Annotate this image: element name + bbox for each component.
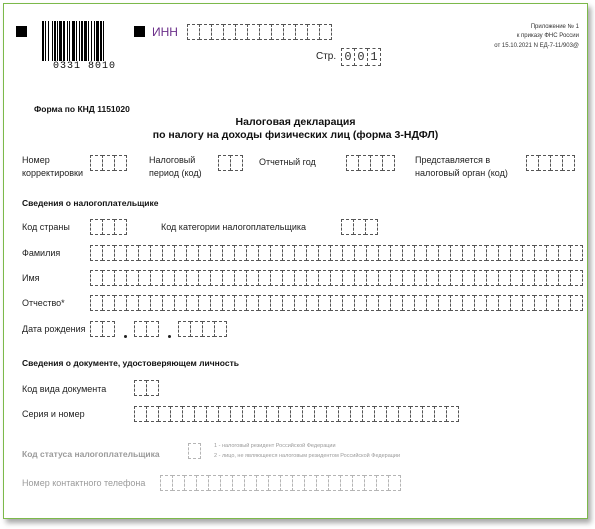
barcode-bar <box>54 21 56 61</box>
page-digit-cell <box>341 48 355 66</box>
barcode <box>42 21 127 73</box>
inn-label: ИНН <box>152 25 178 39</box>
date-separator <box>168 335 171 338</box>
page-digit-cell <box>367 48 381 66</box>
barcode-bar <box>63 21 65 61</box>
barcode-bar <box>81 21 83 61</box>
barcode-bars <box>42 21 127 61</box>
page-digit-cell <box>354 48 368 66</box>
birthdate-day-field[interactable] <box>90 321 114 337</box>
inn-field[interactable] <box>187 24 331 40</box>
entry-cell[interactable] <box>319 24 332 40</box>
entry-cell[interactable] <box>446 406 459 422</box>
birthdate-month-field[interactable] <box>134 321 158 337</box>
entry-cell[interactable] <box>146 321 159 337</box>
barcode-number: 0331 8010 <box>52 61 116 72</box>
form-title-line-1: Налоговая декларация <box>235 116 356 128</box>
patronymic-label: Отчество* <box>22 298 65 308</box>
birthdate-label: Дата рождения <box>22 324 86 334</box>
barcode-bar <box>96 21 99 61</box>
appendix-line-2: к приказу ФНС России <box>516 33 579 39</box>
document-type-label: Код вида документа <box>22 384 107 394</box>
barcode-bar <box>52 21 53 61</box>
series-number-field[interactable] <box>134 406 458 422</box>
series-number-label: Серия и номер <box>22 409 85 419</box>
entry-cell[interactable] <box>214 321 227 337</box>
barcode-bar <box>69 21 70 61</box>
registration-mark-left <box>16 26 27 37</box>
tax-authority-label: Представляется в налоговый орган (код) <box>415 155 508 178</box>
entry-cell[interactable] <box>102 321 115 337</box>
page-number-field[interactable] <box>341 48 380 66</box>
barcode-bar <box>103 21 104 61</box>
appendix-line-3: от 15.10.2021 N ЕД-7-11/903@ <box>494 43 579 49</box>
date-separator <box>124 335 127 338</box>
form-title-line-2: по налогу на доходы физических лиц (форма 3-НДФЛ) <box>152 129 439 141</box>
tax-authority-field[interactable] <box>526 155 574 171</box>
name-label: Имя <box>22 273 40 283</box>
surname-label: Фамилия <box>22 248 61 258</box>
entry-cell[interactable] <box>562 155 575 171</box>
birthdate-year-field[interactable] <box>178 321 226 337</box>
phone-field[interactable] <box>160 475 400 491</box>
barcode-bar <box>79 21 80 61</box>
tax-period-field[interactable] <box>218 155 242 171</box>
report-year-label: Отчетный год <box>259 157 316 167</box>
entry-cell[interactable] <box>230 155 243 171</box>
taxpayer-category-field[interactable] <box>341 219 377 235</box>
page-digit: 0 <box>357 50 365 64</box>
phone-label-clip <box>22 478 160 492</box>
document-type-field[interactable] <box>134 380 158 396</box>
barcode-bar <box>76 21 77 61</box>
barcode-bar <box>42 21 44 61</box>
barcode-bar <box>57 21 58 61</box>
status-option-1: 1 - налоговый резидент Российской Федерации <box>214 443 336 449</box>
report-year-field[interactable] <box>346 155 394 171</box>
name-field[interactable] <box>90 270 582 286</box>
barcode-bar <box>100 21 102 61</box>
country-code-label: Код страны <box>22 222 70 232</box>
declaration-form-sheet <box>3 3 588 519</box>
entry-cell[interactable] <box>188 443 201 459</box>
country-code-field[interactable] <box>90 219 126 235</box>
phone-label: Номер контактного телефона <box>22 478 146 488</box>
entry-cell[interactable] <box>570 270 583 286</box>
entry-cell[interactable] <box>114 155 127 171</box>
barcode-bar <box>59 21 62 61</box>
entry-cell[interactable] <box>382 155 395 171</box>
correction-number-label: Номер корректировки <box>22 155 84 178</box>
barcode-bar <box>94 21 95 61</box>
registration-mark-right <box>134 26 145 37</box>
barcode-bar <box>91 21 92 61</box>
taxpayer-section-title: Сведения о налогоплательщике <box>22 198 159 208</box>
entry-cell[interactable] <box>114 219 127 235</box>
patronymic-field[interactable] <box>90 295 582 311</box>
appendix-line-1: Приложение № 1 <box>530 24 579 30</box>
birthdate-label-clip <box>22 324 90 338</box>
taxpayer-status-field[interactable] <box>188 443 200 459</box>
entry-cell[interactable] <box>365 219 378 235</box>
barcode-bar <box>45 21 46 61</box>
surname-field[interactable] <box>90 245 582 261</box>
taxpayer-status-label: Код статуса налогоплательщика <box>22 449 160 459</box>
barcode-bar <box>88 21 89 61</box>
status-option-2: 2 - лицо, не являющееся налоговым резидентом Российской Федерации <box>214 453 401 459</box>
entry-cell[interactable] <box>388 475 401 491</box>
entry-cell[interactable] <box>570 245 583 261</box>
entry-cell[interactable] <box>146 380 159 396</box>
barcode-bar <box>67 21 68 61</box>
correction-number-field[interactable] <box>90 155 126 171</box>
document-section-title: Сведения о документе, удостоверяющем личность <box>22 358 239 368</box>
barcode-bar <box>84 21 87 61</box>
form-code: Форма по КНД 1151020 <box>34 104 130 114</box>
taxpayer-category-label: Код категории налогоплательщика <box>161 222 307 232</box>
barcode-bar <box>72 21 75 61</box>
barcode-bar <box>48 21 49 61</box>
entry-cell[interactable] <box>570 295 583 311</box>
tax-period-label: Налоговый период (код) <box>149 155 202 178</box>
page-digit: 0 <box>344 50 352 64</box>
page-digit: 1 <box>370 50 378 64</box>
page-label: Стр. <box>316 51 337 62</box>
